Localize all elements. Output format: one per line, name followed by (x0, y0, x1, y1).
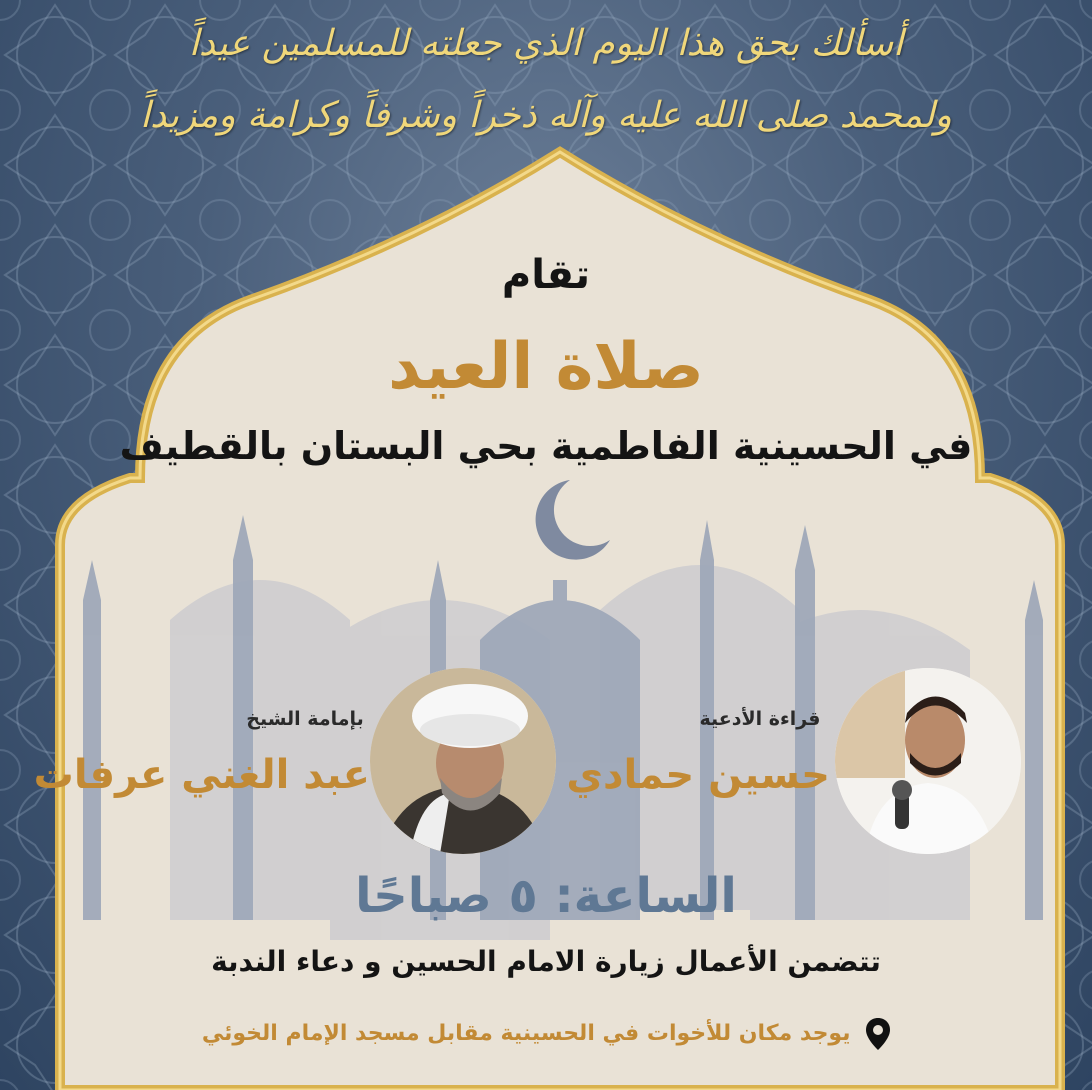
supplication-line-2: ولمحمد صلى الله عليه وآله ذخراً وشرفاً وكرامة ومزيداً (140, 95, 952, 136)
reciter-avatar (835, 668, 1021, 854)
reciter-name: حسين حمادي (566, 752, 830, 798)
crescent-moon-icon (536, 480, 610, 560)
prayer-time: الساعة: ٥ صباحًا (355, 868, 737, 924)
imam-name: عبد الغني عرفات (33, 752, 370, 798)
event-intro: تقام (501, 252, 591, 298)
reciter-portrait-icon (835, 668, 1021, 854)
cleric-portrait-icon (370, 668, 556, 854)
reciter-role: قراءة الأدعية (699, 708, 821, 730)
imam-avatar (370, 668, 556, 854)
event-title: صلاة العيد (388, 330, 704, 404)
event-venue: في الحسينية الفاطمية بحي البستان بالقطيف (119, 424, 973, 468)
program-details: تتضمن الأعمال زيارة الامام الحسين و دعاء الندبة (211, 945, 881, 978)
location-text: يوجد مكان للأخوات في الحسينية مقابل مسجد الإمام الخوئي (201, 1021, 851, 1046)
map-pin-icon (866, 1018, 890, 1050)
imam-role: بإمامة الشيخ (246, 708, 364, 730)
location-note (0, 1018, 1092, 1050)
supplication-line-1: أسألك بحق هذا اليوم الذي جعلته للمسلمين عيداً (188, 23, 904, 64)
